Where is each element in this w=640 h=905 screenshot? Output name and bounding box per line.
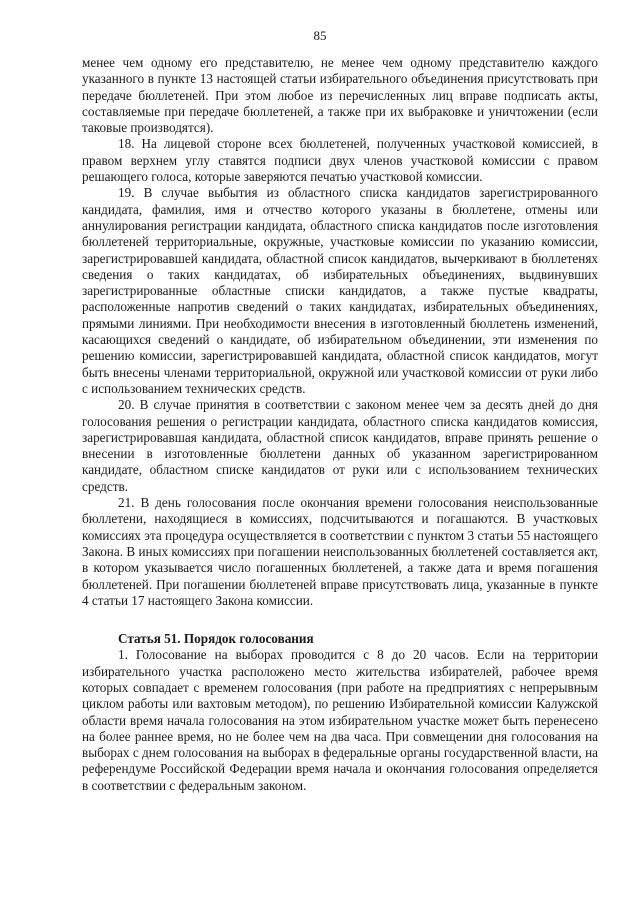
- page-number: 85: [313, 28, 327, 43]
- document-body: [82, 55, 598, 794]
- paragraph-20: 20. В случае принятия в соответствии с законом менее чем за десять дней до дня голосования решения о регистрации кандидата, областного списка кандидатов комиссия, зарегистрировавшая кандидата, областной список кандидатов, вправе принять решение о внесении в изготовленные бюллетени данных об указанном зарегистрированном кандидате, областном списке кандидатов от руки или с использованием технических средств.: [82, 397, 598, 494]
- article-title: Статья 51. Порядок голосования: [118, 631, 314, 647]
- paragraph-continuation: менее чем одному его представителю, не менее чем одному представителю каждого указанного в пункте 13 настоящей статьи избирательного объединения присутствовать при передаче бюллетеней. При этом любое из перечисленных лиц вправе подписать акты, составляемые при передаче бюллетеней, а также при их выбраковке и уничтожении (если таковые производятся).: [82, 55, 598, 136]
- paragraph-article-51-1: 1. Голосование на выборах проводится с 8 до 20 часов. Если на территории избирательного участка расположено место жительства избирателей, рабочее время которых совпадает с временем голосования (при работе на предприятиях с непрерывным циклом работы или вахтовым методом), по решению Избирательной комиссии Калужской области время начала голосования на этом избирательном участке может быть перенесено на более раннее время, но не более чем на два часа. При совмещении дня голосования на выборах с днем голосования на выборах в федеральные органы государственной власти, на референдуме Российской Федерации время начала и окончания голосования определяется в соответствии с федеральным законом.: [82, 647, 598, 793]
- paragraph-21: 21. В день голосования после окончания времени голосования неиспользованные бюллетени, находящиеся в комиссиях, подсчитываются и погашаются. В участковых комиссиях эта процедура осуществляется в соответствии с пунктом 3 статьи 55 настоящего Закона. В иных комиссиях при погашении неиспользованных бюллетеней составляется акт, в котором указывается число погашенных бюллетеней, а также дата и время погашения бюллетеней. При погашении бюллетеней вправе присутствовать лица, указанные в пункте 4 статьи 17 настоящего Закона комиссии.: [82, 495, 598, 608]
- paragraph-19: 19. В случае выбытия из областного списка кандидатов зарегистрированного кандидата, фамилия, имя и отчество которого указаны в бюллетене, отмены или аннулирования регистрации кандидата, областного списка кандидатов после изготовления бюллетеней территориальные, окружные, участковые комиссии по указанию комиссии, зарегистрировавшей кандидата, областной список кандидатов, вычеркивают в бюллетенях сведения о таких кандидатах, об избирательных объединениях, выдвинувших зарегистрированные областные списки кандидатов, а также пустые квадраты, расположенные напротив сведений о таких кандидатах, избирательных объединениях, прямыми линиями. При необходимости внесения в изготовленный бюллетень изменений, касающихся сведений о кандидате, об избирательном объединении, эти изменения по решению комиссии, зарегистрировавшей кандидата, областной список кандидатов, могут быть внесены членами территориальной, окружной или участковой комиссии от руки либо с использованием технических средств.: [82, 185, 598, 396]
- paragraph-18: 18. На лицевой стороне всех бюллетеней, полученных участковой комиссией, в правом верхнем углу ставятся подписи двух членов участковой комиссии с правом решающего голоса, которые заверяются печатью участковой комиссии.: [82, 136, 598, 185]
